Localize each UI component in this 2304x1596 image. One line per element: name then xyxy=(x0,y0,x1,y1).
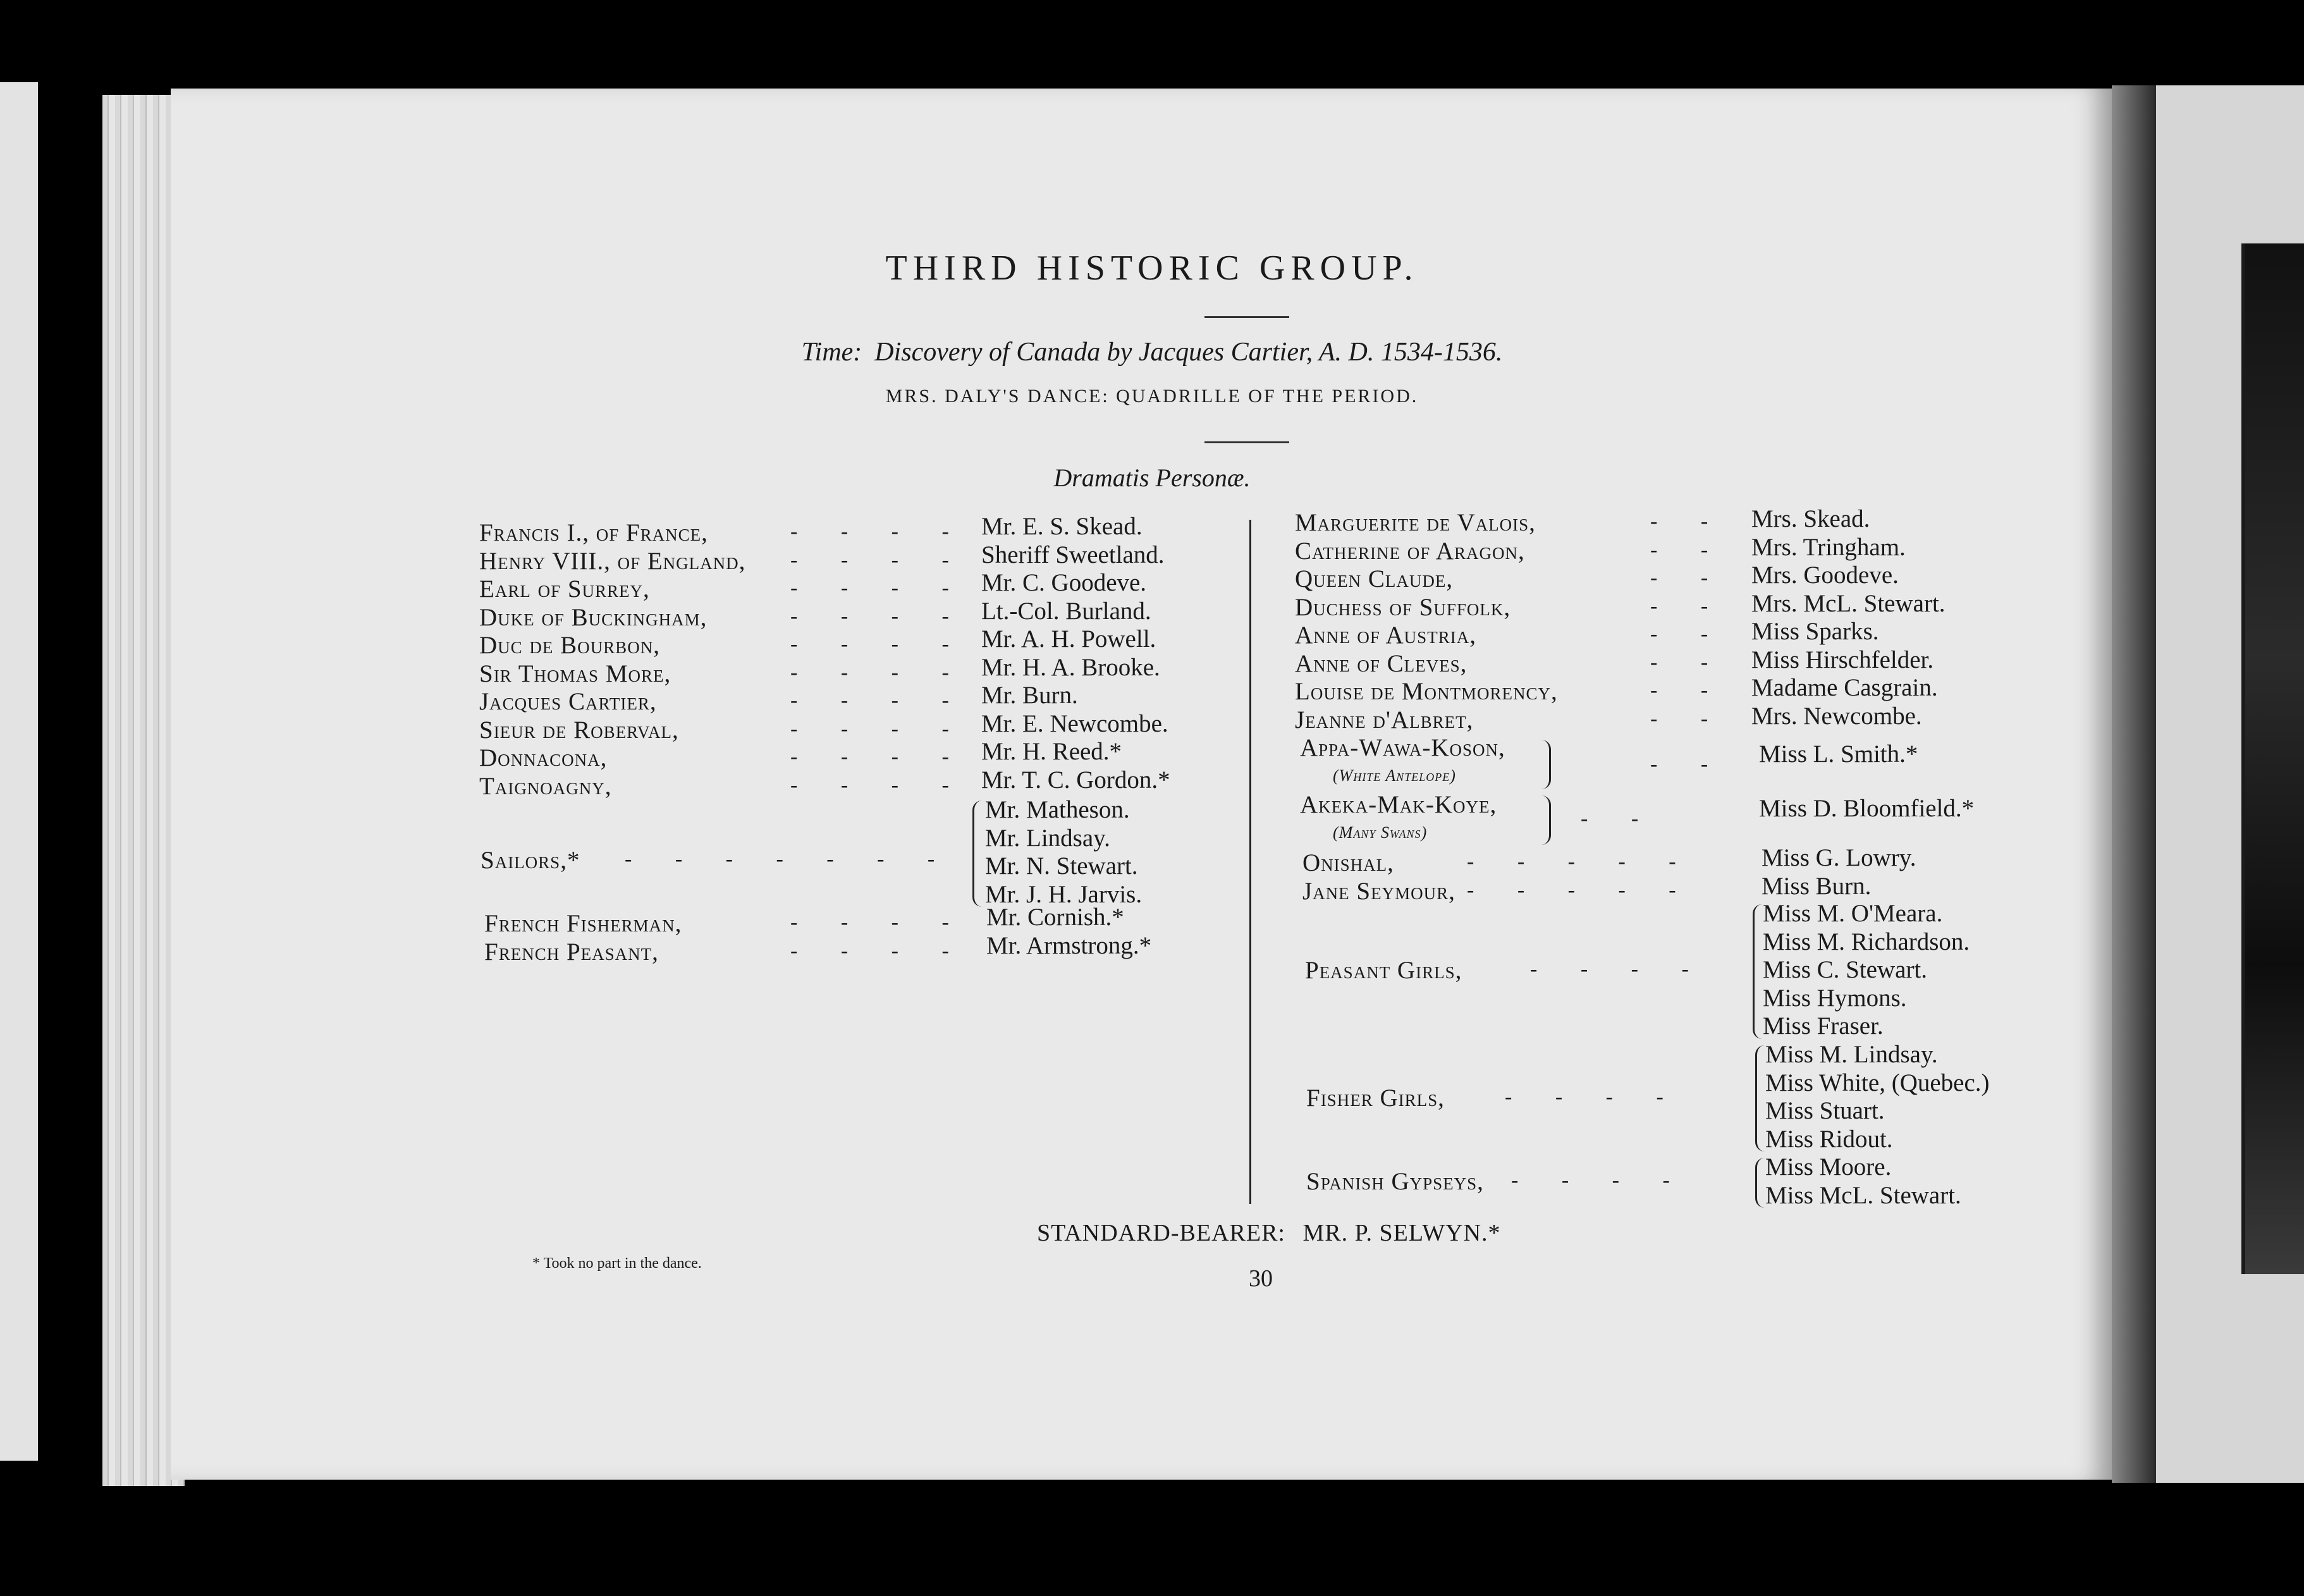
cast-actor: Miss Fraser. xyxy=(1763,1012,1884,1040)
cast-actor: Mr. H. A. Brooke. xyxy=(981,653,1160,681)
leader-dots: - - - - xyxy=(790,576,968,599)
cast-role: Jacques Cartier, xyxy=(479,688,657,715)
cast-role: Spanish Gypseys, xyxy=(1306,1168,1484,1195)
section-rule xyxy=(1204,441,1289,443)
cast-role: French Peasant, xyxy=(484,938,659,966)
cast-role: Duchess of Suffolk, xyxy=(1295,593,1511,621)
cast-role: Sailors,* xyxy=(481,847,580,874)
cast-role: Catherine of Aragon, xyxy=(1295,537,1525,565)
cast-actor: Miss Moore. xyxy=(1765,1153,1892,1181)
cast-role: Sieur de Roberval, xyxy=(479,716,679,744)
cast-role: Jeanne d'Albret, xyxy=(1295,706,1474,734)
leader-dots: - - xyxy=(1581,807,1658,830)
cast-role: Duc de Bourbon, xyxy=(479,632,660,659)
standard-bearer xyxy=(1037,1219,1501,1247)
leader-dots: - - xyxy=(1650,510,1727,533)
cast-role: Peasant Girls, xyxy=(1305,957,1462,984)
leader-dots: - - - - xyxy=(1511,1169,1689,1192)
leader-dots: - - - - - xyxy=(1467,878,1695,902)
cast-actor: Miss Hirschfelder. xyxy=(1751,646,1934,673)
cast-role: Francis I., of France, xyxy=(479,519,708,546)
cast-role: Henry VIII., of England, xyxy=(479,547,746,575)
cast-actor: Mrs. McL. Stewart. xyxy=(1751,589,1946,617)
cast-brace xyxy=(1755,1045,1765,1151)
cast-actor: Mr. E. Newcombe. xyxy=(981,709,1168,737)
adjacent-page-left xyxy=(0,82,38,1461)
leader-dots: - - - - xyxy=(790,773,968,797)
time-label: Time: xyxy=(801,338,862,367)
cast-role: French Fisherman, xyxy=(484,910,682,937)
cast-actor: Miss Stuart. xyxy=(1765,1097,1885,1124)
cast-actor: Mrs. Newcombe. xyxy=(1751,702,1922,730)
cast-role: Taignoagny, xyxy=(479,772,612,800)
cast-brace xyxy=(1541,740,1551,789)
book-gutter xyxy=(2112,85,2156,1483)
cast-actor: Miss M. Lindsay. xyxy=(1765,1041,1938,1068)
leader-dots: - - xyxy=(1650,566,1727,589)
cast-actor: Miss G. Lowry. xyxy=(1762,844,1916,871)
cast-actor: Miss Hymons. xyxy=(1763,984,1907,1012)
cast-actor: Mr. E. S. Skead. xyxy=(981,513,1143,540)
cast-actor: Mr. A. H. Powell. xyxy=(981,625,1156,653)
column-divider xyxy=(1249,520,1251,1204)
cast-note: (Many Swans) xyxy=(1333,823,1428,842)
leader-dots: - - - - xyxy=(790,548,968,572)
cast-role: Donnacona, xyxy=(479,744,608,771)
leader-dots: - - xyxy=(1650,594,1727,618)
leader-dots: - - - - xyxy=(790,689,968,712)
leader-dots: - - - - xyxy=(790,938,968,962)
cast-role: Jane Seymour, xyxy=(1302,877,1455,905)
cast-role: Earl of Surrey, xyxy=(479,575,650,603)
cast-actor: Mr. Burn. xyxy=(981,682,1078,709)
cast-role: Anne of Cleves, xyxy=(1295,649,1468,677)
cast-actor: Mrs. Tringham. xyxy=(1751,533,1906,561)
cast-actor: Miss Burn. xyxy=(1762,872,1872,900)
cast-actor: Mr. N. Stewart. xyxy=(985,852,1138,880)
cast-actor: Lt.-Col. Burland. xyxy=(981,597,1151,625)
cast-actor: Miss M. O'Meara. xyxy=(1763,900,1943,927)
cast-actor: Miss D. Bloomfield.* xyxy=(1759,795,1975,822)
cast-brace xyxy=(1755,1158,1765,1208)
cast-actor: Mrs. Goodeve. xyxy=(1751,562,1899,589)
cast-role: Anne of Austria, xyxy=(1295,622,1476,649)
page-heading: THIRD HISTORIC GROUP. xyxy=(885,249,1419,288)
leader-dots: - - - - xyxy=(790,911,968,934)
cast-role: Fisher Girls, xyxy=(1306,1084,1445,1112)
cast-actor: Mr. T. C. Gordon.* xyxy=(981,766,1170,794)
cast-actor: Miss Ridout. xyxy=(1765,1125,1893,1153)
leader-dots: - - - - xyxy=(790,632,968,656)
cast-actor: Miss Sparks. xyxy=(1751,618,1879,645)
leader-dots: - - - - - xyxy=(1467,850,1695,873)
cast-role: Duke of Buckingham, xyxy=(479,603,708,631)
cast-note: (White Antelope) xyxy=(1333,766,1456,785)
cast-actor: Mr. Matheson. xyxy=(985,796,1130,823)
leader-dots: - - - - xyxy=(790,520,968,543)
cast-role: Louise de Montmorency, xyxy=(1295,678,1558,705)
cast-role: Marguerite de Valois, xyxy=(1295,509,1536,536)
dance-line: MRS. DALY'S DANCE: QUADRILLE OF THE PERIOD. xyxy=(885,386,1419,407)
cast-brace xyxy=(1541,795,1551,845)
leader-dots: - - - - xyxy=(790,660,968,684)
cast-role: Appa-Wawa-Koson, xyxy=(1300,734,1505,761)
leader-dots: - - xyxy=(1650,752,1727,776)
leader-dots: - - - - - - - xyxy=(625,847,954,871)
leader-dots: - - - - xyxy=(1505,1085,1682,1108)
standard-bearer-name: MR. P. SELWYN.* xyxy=(1302,1220,1501,1246)
dramatis-personae: Dramatis Personæ. xyxy=(1053,463,1251,492)
cast-actor: Mr. Armstrong.* xyxy=(986,931,1152,959)
leader-dots: - - - - xyxy=(1530,957,1708,981)
cast-actor: Miss L. Smith.* xyxy=(1759,740,1918,768)
cast-actor: Miss C. Stewart. xyxy=(1763,956,1928,983)
cast-actor: Mrs. Skead. xyxy=(1751,505,1870,532)
cast-brace xyxy=(972,801,982,907)
standard-bearer-label: STANDARD-BEARER: xyxy=(1037,1220,1285,1246)
leader-dots: - - xyxy=(1650,650,1727,674)
cast-actor: Mr. Cornish.* xyxy=(986,904,1124,931)
time-text: Discovery of Canada by Jacques Cartier, A. D. 1534-1536. xyxy=(874,338,1503,367)
cast-role: Akeka-Mak-Koye, xyxy=(1300,791,1497,818)
cast-role: Onishal, xyxy=(1302,849,1394,876)
leader-dots: - - xyxy=(1650,706,1727,730)
time-line xyxy=(0,337,2304,367)
leader-dots: - - xyxy=(1650,678,1727,702)
cast-actor: Mr. J. H. Jarvis. xyxy=(985,880,1143,908)
cast-role: Sir Thomas More, xyxy=(479,660,671,687)
leader-dots: - - - - xyxy=(790,745,968,768)
cast-actor: Miss M. Richardson. xyxy=(1763,928,1970,955)
leader-dots: - - xyxy=(1650,622,1727,646)
cast-actor: Madame Casgrain. xyxy=(1751,674,1938,701)
cast-actor: Sheriff Sweetland. xyxy=(981,541,1165,568)
cast-actor: Mr. Lindsay. xyxy=(985,824,1110,852)
heading-rule xyxy=(1204,316,1289,318)
page-number: 30 xyxy=(1249,1265,1273,1292)
cast-actor: Mr. C. Goodeve. xyxy=(981,569,1147,596)
cast-actor: Miss White, (Quebec.) xyxy=(1765,1069,1990,1096)
leader-dots: - - - - xyxy=(790,604,968,628)
footnote: * Took no part in the dance. xyxy=(532,1255,702,1272)
cast-brace xyxy=(1753,904,1762,1039)
cast-actor: Miss McL. Stewart. xyxy=(1765,1181,1961,1209)
leader-dots: - - - - xyxy=(790,716,968,740)
cast-role: Queen Claude, xyxy=(1295,565,1454,592)
cast-actor: Mr. H. Reed.* xyxy=(981,738,1122,765)
leader-dots: - - xyxy=(1650,537,1727,562)
